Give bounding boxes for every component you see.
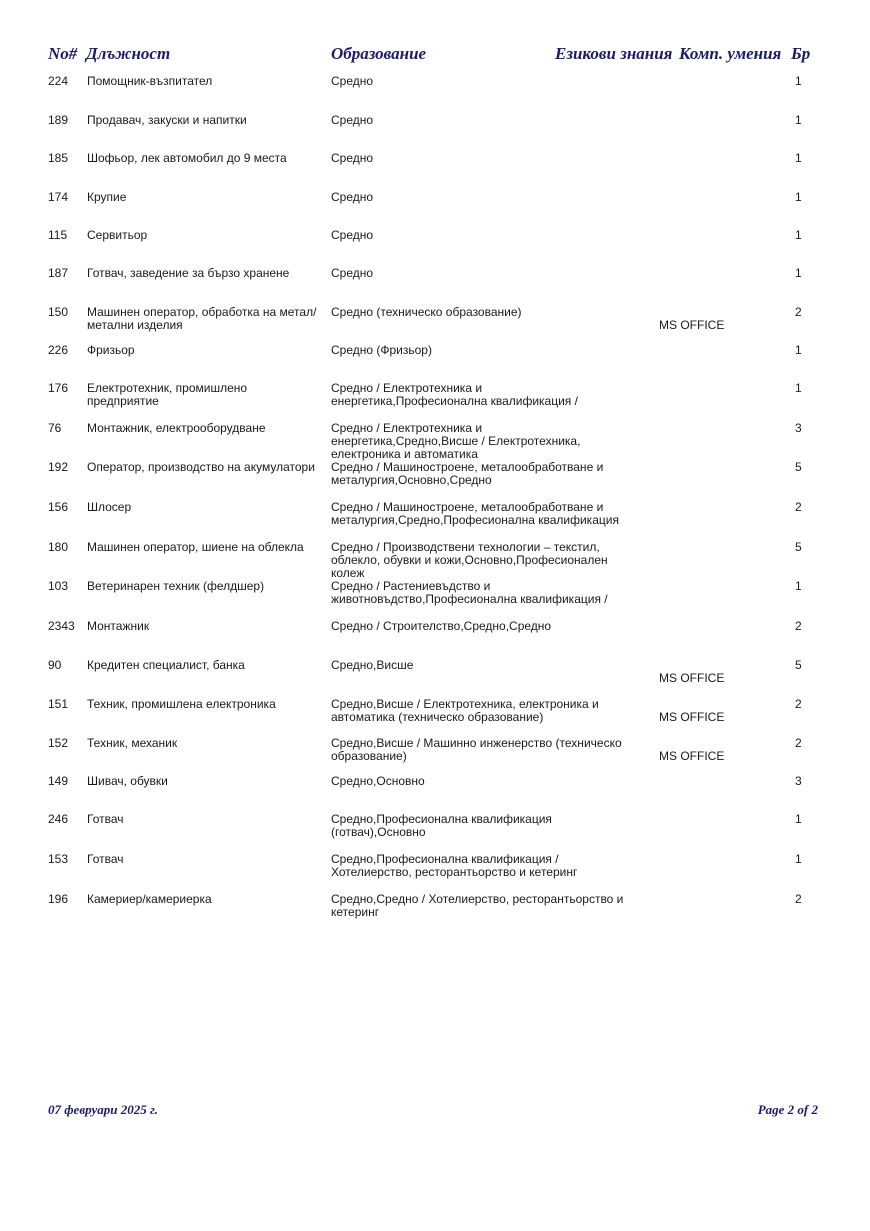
row-computer-skills: MS OFFICE — [659, 318, 725, 332]
row-position: Сервитьор — [87, 228, 148, 242]
row-no: 156 — [48, 500, 69, 514]
row-education: Средно,Професионална квалификация / Хотелиерство, ресторантьорство и кетеринг — [331, 852, 578, 879]
row-no: 246 — [48, 812, 69, 826]
row-education: Средно / Електротехника и енергетика,Професионална квалификация / — [331, 381, 578, 408]
header-computer-skills: Комп. умения — [679, 44, 782, 63]
row-position: Готвач — [87, 812, 124, 826]
row-education: Средно — [331, 151, 374, 165]
row-computer-skills: MS OFFICE — [659, 710, 725, 724]
row-education: Средно,Висше / Машинно инженерство (техническо образование) — [331, 736, 622, 763]
header-no: No# — [48, 44, 78, 63]
row-count: 1 — [795, 151, 802, 165]
row-position: Продавач, закуски и напитки — [87, 113, 247, 127]
row-count: 2 — [795, 892, 802, 906]
footer-page-number: Page 2 of 2 — [757, 1102, 818, 1117]
row-count: 2 — [795, 619, 802, 633]
row-position: Монтажник, електрооборудване — [87, 421, 266, 435]
row-position: Готвач — [87, 852, 124, 866]
row-count: 3 — [795, 421, 802, 435]
row-no: 151 — [48, 697, 69, 711]
row-count: 3 — [795, 774, 802, 788]
row-no: 90 — [48, 658, 62, 672]
row-position: Фризьор — [87, 343, 135, 357]
row-count: 5 — [795, 460, 802, 474]
row-no: 185 — [48, 151, 69, 165]
row-count: 2 — [795, 736, 802, 750]
row-education: Средно (техническо образование) — [331, 305, 522, 319]
row-count: 1 — [795, 74, 802, 88]
row-no: 76 — [48, 421, 62, 435]
row-no: 150 — [48, 305, 69, 319]
row-count: 1 — [795, 812, 802, 826]
row-no: 174 — [48, 190, 69, 204]
row-count: 1 — [795, 113, 802, 127]
row-position: Електротехник, промишлено предприятие — [87, 381, 248, 408]
row-education: Средно,Висше / Електротехника, електроника и автоматика (техническо образование) — [331, 697, 599, 724]
row-no: 187 — [48, 266, 69, 280]
row-count: 1 — [795, 852, 802, 866]
row-no: 196 — [48, 892, 69, 906]
row-education: Средно — [331, 113, 374, 127]
row-count: 1 — [795, 343, 802, 357]
row-position: Машинен оператор, шиене на облекла — [87, 540, 304, 554]
row-position: Камериер/камериерка — [87, 892, 212, 906]
row-position: Кредитен специалист, банка — [87, 658, 245, 672]
row-no: 103 — [48, 579, 69, 593]
row-count: 5 — [795, 540, 802, 554]
row-position: Машинен оператор, обработка на метал/метални изделия — [87, 305, 317, 332]
row-no: 180 — [48, 540, 69, 554]
row-education: Средно / Строителство,Средно,Средно — [331, 619, 552, 633]
row-count: 1 — [795, 266, 802, 280]
row-position: Шлосер — [87, 500, 132, 514]
row-education: Средно,Професионална квалификация (готвач),Основно — [331, 812, 552, 839]
row-education: Средно — [331, 266, 374, 280]
row-position: Шофьор, лек автомобил до 9 места — [87, 151, 287, 165]
row-computer-skills: MS OFFICE — [659, 671, 725, 685]
row-education: Средно — [331, 190, 374, 204]
row-count: 1 — [795, 190, 802, 204]
row-no: 189 — [48, 113, 69, 127]
row-position: Шивач, обувки — [87, 774, 168, 788]
row-count: 5 — [795, 658, 802, 672]
header-languages: Езикови знания — [555, 44, 673, 63]
row-computer-skills: MS OFFICE — [659, 749, 725, 763]
row-no: 226 — [48, 343, 69, 357]
row-education: Средно,Висше — [331, 658, 414, 672]
row-position: Крупие — [87, 190, 127, 204]
header-count: Бр — [791, 44, 811, 63]
row-count: 2 — [795, 697, 802, 711]
row-position: Помощник-възпитател — [87, 74, 213, 88]
row-position: Техник, механик — [87, 736, 178, 750]
row-education: Средно,Основно — [331, 774, 425, 788]
row-education: Средно — [331, 74, 374, 88]
row-no: 149 — [48, 774, 69, 788]
row-education: Средно / Растениевъдство и животновъдство,Професионална квалификация / — [331, 579, 608, 606]
row-position: Техник, промишлена електроника — [87, 697, 276, 711]
header-position: Длъжност — [86, 44, 171, 63]
row-count: 2 — [795, 305, 802, 319]
row-no: 192 — [48, 460, 69, 474]
row-education: Средно (Фризьор) — [331, 343, 432, 357]
row-no: 115 — [48, 228, 68, 242]
row-no: 176 — [48, 381, 69, 395]
header-education: Образование — [331, 44, 427, 63]
row-position: Готвач, заведение за бързо хранене — [87, 266, 290, 280]
row-no: 153 — [48, 852, 69, 866]
footer-date: 07 февруари 2025 г. — [48, 1102, 158, 1117]
row-education: Средно / Машиностроене, металообработване и металургия,Основно,Средно — [331, 460, 604, 487]
row-count: 1 — [795, 381, 802, 395]
row-no: 152 — [48, 736, 69, 750]
row-education: Средно,Средно / Хотелиерство, ресторантьорство и кетеринг — [331, 892, 624, 919]
row-count: 1 — [795, 579, 802, 593]
row-no: 2343 — [48, 619, 75, 633]
row-position: Оператор, производство на акумулатори — [87, 460, 315, 474]
row-position: Монтажник — [87, 619, 150, 633]
row-count: 2 — [795, 500, 802, 514]
row-no: 224 — [48, 74, 69, 88]
row-education: Средно / Производствени технологии – текстил, облекло, обувки и кожи,Основно,Професионален колеж — [331, 540, 608, 580]
row-education: Средно / Електротехника и енергетика,Средно,Висше / Електротехника, електроника и автоматика — [331, 421, 581, 461]
row-education: Средно — [331, 228, 374, 242]
row-count: 1 — [795, 228, 802, 242]
row-education: Средно / Машиностроене, металообработване и металургия,Средно,Професионална квалификация — [331, 500, 619, 527]
row-position: Ветеринарен техник (фелдшер) — [87, 579, 265, 593]
